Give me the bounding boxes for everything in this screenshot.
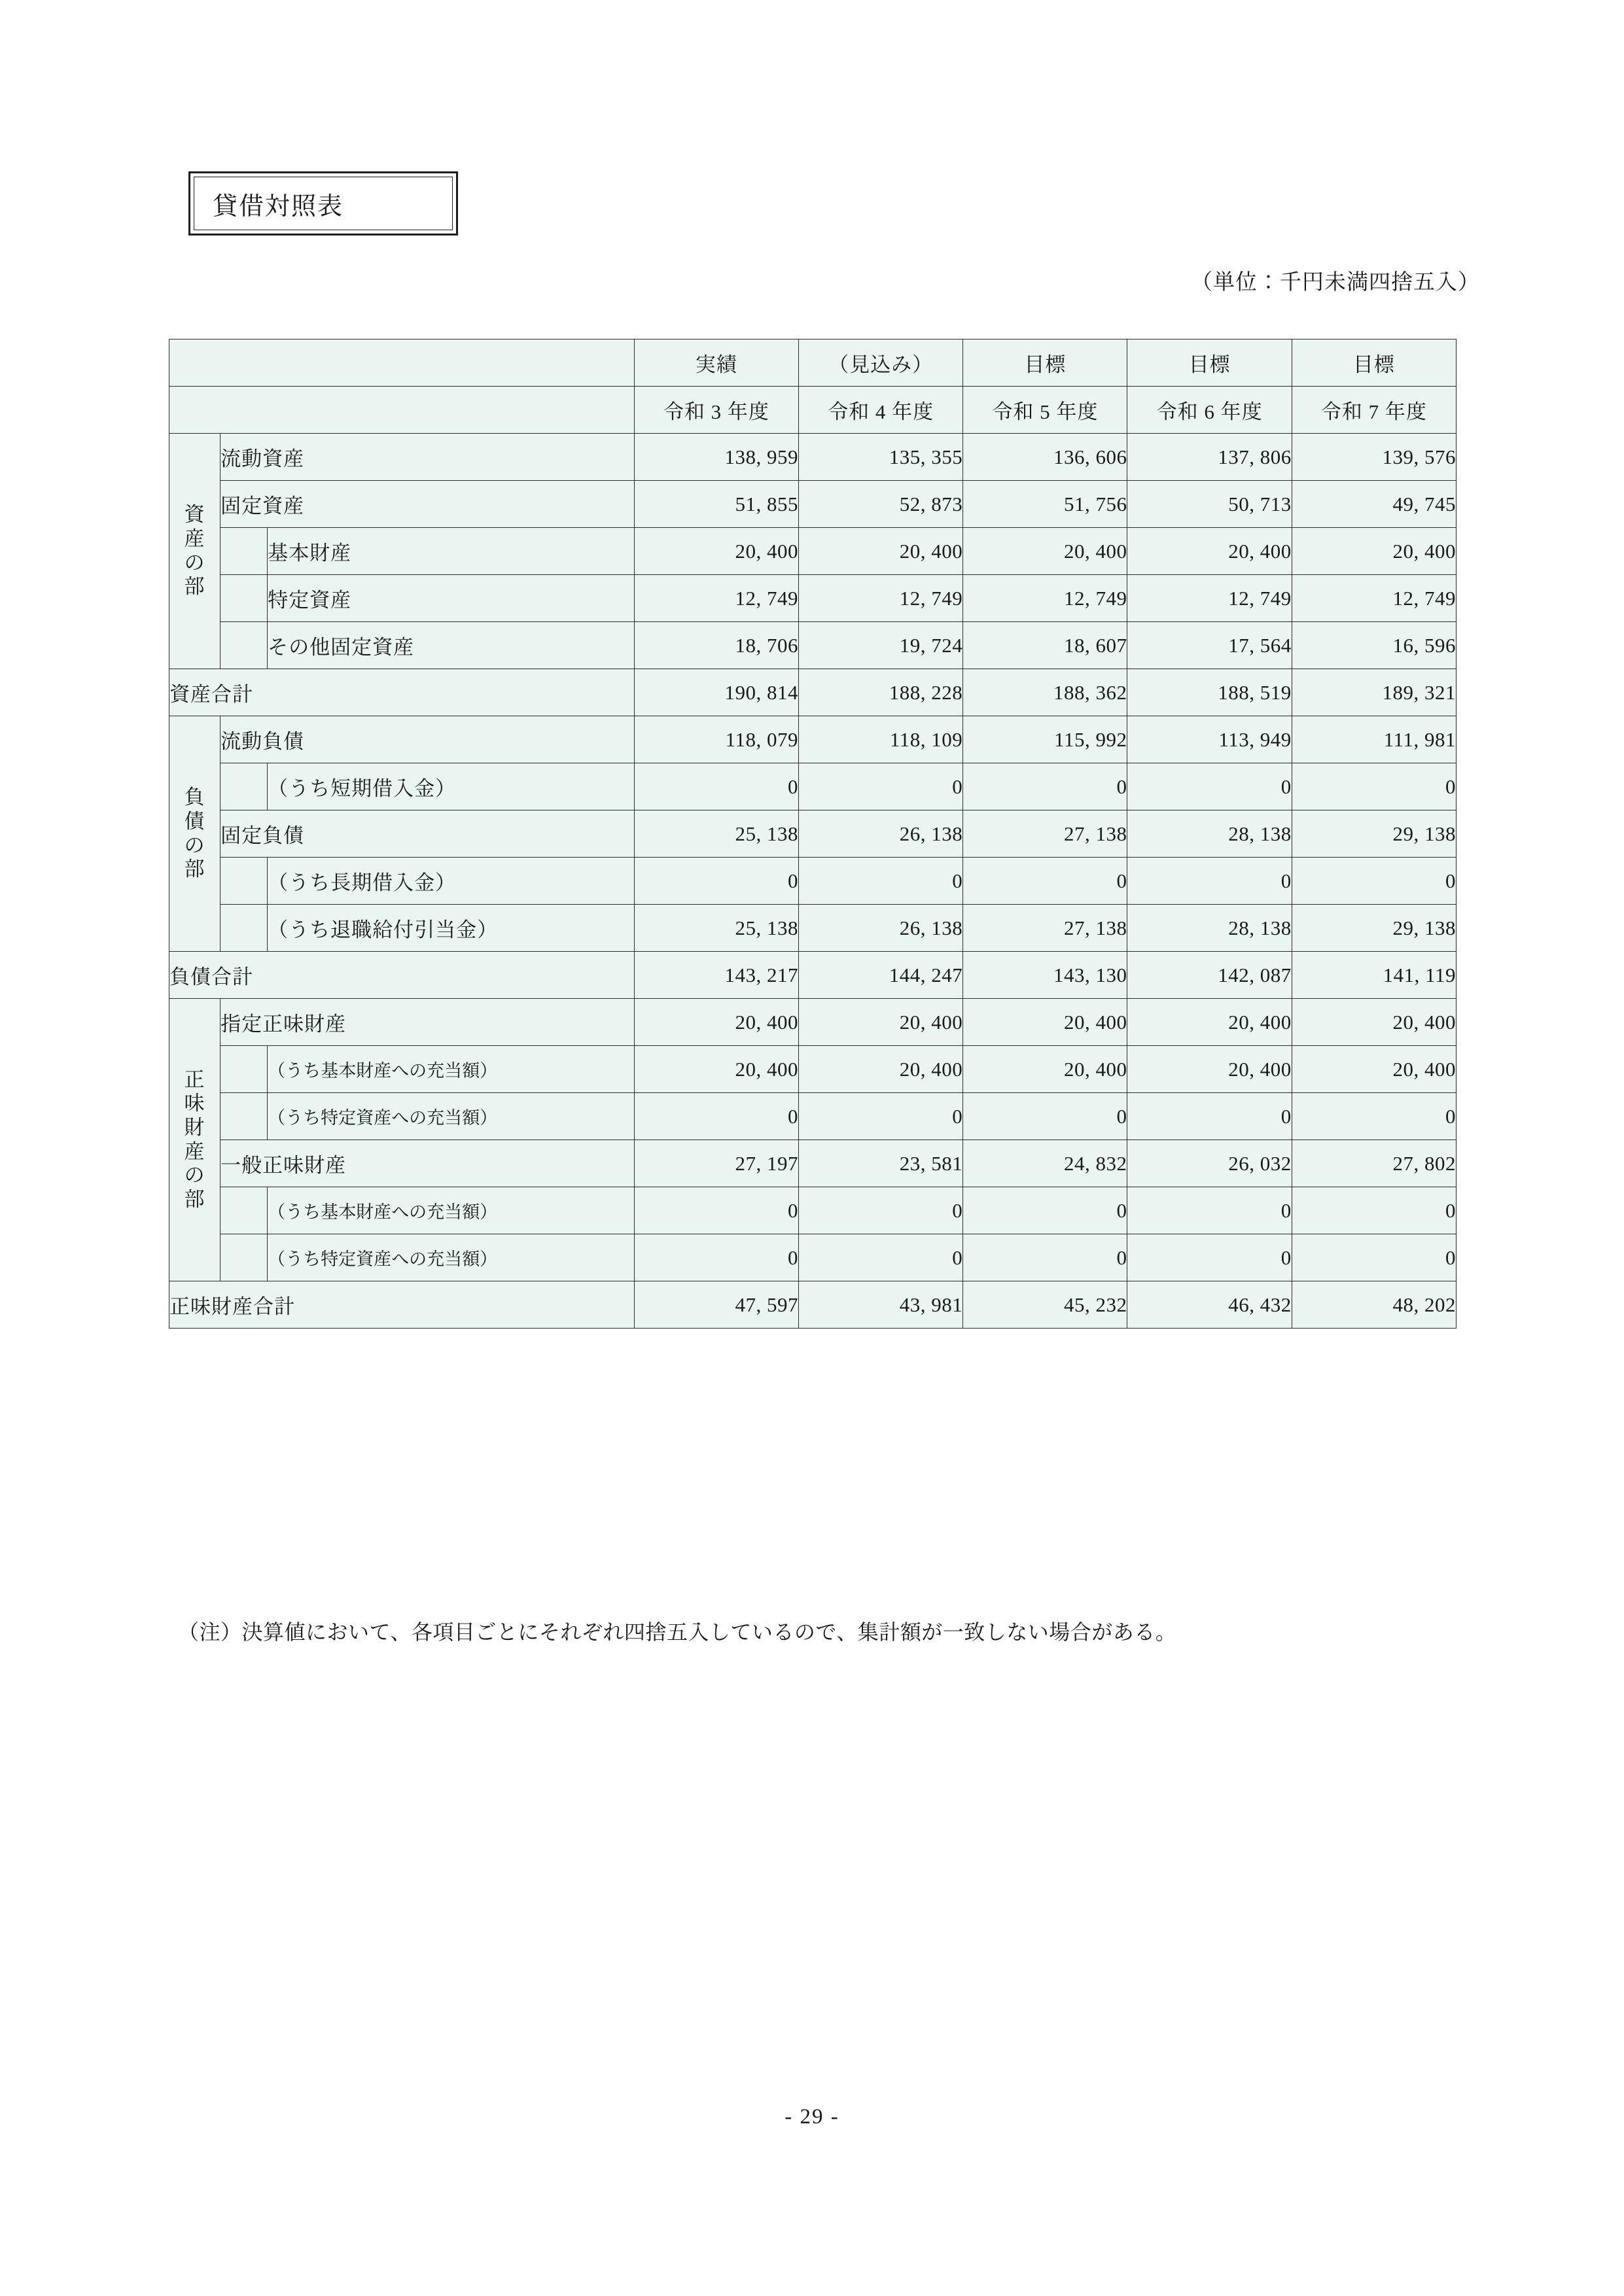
table-cell-value: 27, 138 [963, 905, 1127, 952]
table-cell-value: 20, 400 [1127, 999, 1292, 1046]
section-label-2: 負 債 の 部 [169, 716, 221, 952]
table-total-row [169, 1281, 1456, 1329]
table-cell-value: 0 [1292, 858, 1456, 905]
table-cell-value: 52, 873 [798, 481, 962, 528]
row-label: 流動負債 [221, 716, 635, 763]
table-cell-value: 51, 855 [634, 481, 798, 528]
table-cell-value: 51, 756 [963, 481, 1127, 528]
table-cell-value: 0 [1127, 1234, 1292, 1281]
table-cell-value: 111, 981 [1292, 716, 1456, 763]
table-cell-value: 25, 138 [634, 905, 798, 952]
table-cell-value: 28, 138 [1127, 905, 1292, 952]
page-number: - 29 - [785, 2105, 839, 2129]
row-indent-gutter [221, 1187, 268, 1234]
column-header-year-1: 令和 3 年度 [634, 387, 798, 434]
table-cell-value: 0 [798, 763, 962, 810]
table-row [169, 481, 1456, 528]
row-label: 指定正味財産 [221, 999, 635, 1046]
table-cell-value: 26, 138 [798, 905, 962, 952]
row-label: （うち基本財産への充当額） [268, 1187, 635, 1234]
table-corner-cell-2 [169, 387, 635, 434]
table-cell-value: 0 [798, 1187, 962, 1234]
total-cell-value: 143, 130 [963, 952, 1127, 999]
table-cell-value: 0 [1292, 1187, 1456, 1234]
table-row [169, 905, 1456, 952]
table-cell-value: 20, 400 [1292, 1046, 1456, 1093]
table-cell-value: 0 [1127, 858, 1292, 905]
table-cell-value: 27, 802 [1292, 1140, 1456, 1187]
table-cell-value: 28, 138 [1127, 810, 1292, 858]
table-cell-value: 0 [1127, 763, 1292, 810]
column-header-kind-2: （見込み） [798, 339, 962, 387]
table-cell-value: 50, 713 [1127, 481, 1292, 528]
table-row [169, 858, 1456, 905]
total-cell-value: 43, 981 [798, 1281, 962, 1329]
column-header-year-4: 令和 6 年度 [1127, 387, 1292, 434]
table-cell-value: 20, 400 [634, 528, 798, 575]
table-cell-value: 0 [634, 1093, 798, 1140]
table-cell-value: 0 [634, 1187, 798, 1234]
balance-sheet-table-wrap [169, 339, 1456, 1329]
table-cell-value: 12, 749 [1127, 575, 1292, 622]
title-box-inner [194, 177, 453, 230]
table-body [169, 339, 1456, 1329]
table-row [169, 434, 1456, 481]
table-header-row-year [169, 387, 1456, 434]
column-header-kind-5: 目標 [1292, 339, 1456, 387]
table-cell-value: 12, 749 [963, 575, 1127, 622]
row-label: （うち短期借入金） [268, 763, 635, 810]
row-indent-gutter [221, 763, 268, 810]
footnote: （注）決算値において、各項目ごとにそれぞれ四捨五入しているので、集計額が一致しない場合がある。 [178, 1620, 1177, 1644]
total-cell-value: 48, 202 [1292, 1281, 1456, 1329]
row-label: （うち長期借入金） [268, 858, 635, 905]
table-cell-value: 18, 706 [634, 622, 798, 669]
table-cell-value: 0 [963, 1093, 1127, 1140]
table-row [169, 1140, 1456, 1187]
unit-note: （単位：千円未満四捨五入） [1191, 271, 1480, 294]
table-cell-value: 118, 079 [634, 716, 798, 763]
row-label: （うち基本財産への充当額） [268, 1046, 635, 1093]
table-cell-value: 0 [634, 763, 798, 810]
table-cell-value: 0 [1127, 1093, 1292, 1140]
table-cell-value: 20, 400 [963, 1046, 1127, 1093]
table-cell-value: 19, 724 [798, 622, 962, 669]
table-cell-value: 17, 564 [1127, 622, 1292, 669]
row-indent-gutter [221, 905, 268, 952]
column-header-year-2: 令和 4 年度 [798, 387, 962, 434]
row-indent-gutter [221, 1093, 268, 1140]
table-cell-value: 0 [1127, 1187, 1292, 1234]
row-label: （うち特定資産への充当額） [268, 1234, 635, 1281]
table-cell-value: 16, 596 [1292, 622, 1456, 669]
total-cell-value: 188, 228 [798, 669, 962, 716]
row-label: 固定資産 [221, 481, 635, 528]
table-cell-value: 113, 949 [1127, 716, 1292, 763]
table-row [169, 528, 1456, 575]
row-indent-gutter [221, 528, 268, 575]
table-cell-value: 27, 197 [634, 1140, 798, 1187]
table-cell-value: 29, 138 [1292, 810, 1456, 858]
table-cell-value: 12, 749 [798, 575, 962, 622]
column-header-kind-1: 実績 [634, 339, 798, 387]
table-header-row-kind [169, 339, 1456, 387]
row-label: 流動資産 [221, 434, 635, 481]
table-cell-value: 0 [1292, 763, 1456, 810]
row-label: その他固定資産 [268, 622, 635, 669]
table-cell-value: 0 [798, 1093, 962, 1140]
page-title: 貸借対照表 [213, 192, 344, 220]
table-cell-value: 20, 400 [798, 999, 962, 1046]
table-row [169, 810, 1456, 858]
row-label: 固定負債 [221, 810, 635, 858]
row-label: 特定資産 [268, 575, 635, 622]
column-header-kind-3: 目標 [963, 339, 1127, 387]
table-cell-value: 0 [634, 1234, 798, 1281]
row-label: 基本財産 [268, 528, 635, 575]
total-cell-value: 190, 814 [634, 669, 798, 716]
total-row-label: 正味財産合計 [169, 1281, 635, 1329]
table-cell-value: 0 [963, 763, 1127, 810]
table-cell-value: 118, 109 [798, 716, 962, 763]
total-cell-value: 47, 597 [634, 1281, 798, 1329]
table-total-row [169, 952, 1456, 999]
table-cell-value: 24, 832 [963, 1140, 1127, 1187]
section-label-1: 資 産 の 部 [169, 434, 221, 669]
title-box [188, 171, 458, 235]
table-row [169, 622, 1456, 669]
table-cell-value: 0 [963, 1187, 1127, 1234]
total-cell-value: 144, 247 [798, 952, 962, 999]
total-cell-value: 188, 519 [1127, 669, 1292, 716]
table-cell-value: 27, 138 [963, 810, 1127, 858]
table-cell-value: 135, 355 [798, 434, 962, 481]
total-cell-value: 46, 432 [1127, 1281, 1292, 1329]
row-indent-gutter [221, 858, 268, 905]
table-cell-value: 20, 400 [634, 1046, 798, 1093]
table-row [169, 999, 1456, 1046]
table-row [169, 575, 1456, 622]
table-cell-value: 137, 806 [1127, 434, 1292, 481]
total-row-label: 資産合計 [169, 669, 635, 716]
table-row [169, 1187, 1456, 1234]
table-cell-value: 23, 581 [798, 1140, 962, 1187]
total-cell-value: 141, 119 [1292, 952, 1456, 999]
table-cell-value: 0 [1292, 1093, 1456, 1140]
section-label-3: 正 味 財 産 の 部 [169, 999, 221, 1281]
table-cell-value: 0 [963, 858, 1127, 905]
table-row [169, 763, 1456, 810]
table-cell-value: 0 [798, 858, 962, 905]
row-indent-gutter [221, 622, 268, 669]
table-cell-value: 18, 607 [963, 622, 1127, 669]
balance-sheet-table [169, 339, 1456, 1329]
table-cell-value: 29, 138 [1292, 905, 1456, 952]
total-cell-value: 142, 087 [1127, 952, 1292, 999]
table-cell-value: 0 [1292, 1234, 1456, 1281]
total-cell-value: 189, 321 [1292, 669, 1456, 716]
table-cell-value: 20, 400 [1292, 999, 1456, 1046]
total-cell-value: 143, 217 [634, 952, 798, 999]
table-cell-value: 20, 400 [634, 999, 798, 1046]
row-indent-gutter [221, 575, 268, 622]
table-corner-cell [169, 339, 635, 387]
table-cell-value: 0 [634, 858, 798, 905]
column-header-year-5: 令和 7 年度 [1292, 387, 1456, 434]
row-indent-gutter [221, 1234, 268, 1281]
table-row [169, 716, 1456, 763]
table-cell-value: 20, 400 [798, 1046, 962, 1093]
row-label: （うち特定資産への充当額） [268, 1093, 635, 1140]
table-cell-value: 20, 400 [963, 528, 1127, 575]
table-cell-value: 26, 032 [1127, 1140, 1292, 1187]
total-row-label: 負債合計 [169, 952, 635, 999]
column-header-kind-4: 目標 [1127, 339, 1292, 387]
row-label: （うち退職給付引当金） [268, 905, 635, 952]
table-cell-value: 12, 749 [1292, 575, 1456, 622]
table-cell-value: 12, 749 [634, 575, 798, 622]
table-cell-value: 20, 400 [798, 528, 962, 575]
table-cell-value: 138, 959 [634, 434, 798, 481]
total-cell-value: 45, 232 [963, 1281, 1127, 1329]
column-header-year-3: 令和 5 年度 [963, 387, 1127, 434]
table-row [169, 1093, 1456, 1140]
table-row [169, 1046, 1456, 1093]
table-cell-value: 0 [963, 1234, 1127, 1281]
row-indent-gutter [221, 1046, 268, 1093]
table-cell-value: 20, 400 [1127, 1046, 1292, 1093]
table-cell-value: 20, 400 [1292, 528, 1456, 575]
table-cell-value: 20, 400 [1127, 528, 1292, 575]
table-cell-value: 136, 606 [963, 434, 1127, 481]
table-cell-value: 20, 400 [963, 999, 1127, 1046]
table-cell-value: 139, 576 [1292, 434, 1456, 481]
total-cell-value: 188, 362 [963, 669, 1127, 716]
table-cell-value: 26, 138 [798, 810, 962, 858]
table-total-row [169, 669, 1456, 716]
table-cell-value: 25, 138 [634, 810, 798, 858]
table-cell-value: 0 [798, 1234, 962, 1281]
table-row [169, 1234, 1456, 1281]
table-cell-value: 115, 992 [963, 716, 1127, 763]
row-label: 一般正味財産 [221, 1140, 635, 1187]
table-cell-value: 49, 745 [1292, 481, 1456, 528]
